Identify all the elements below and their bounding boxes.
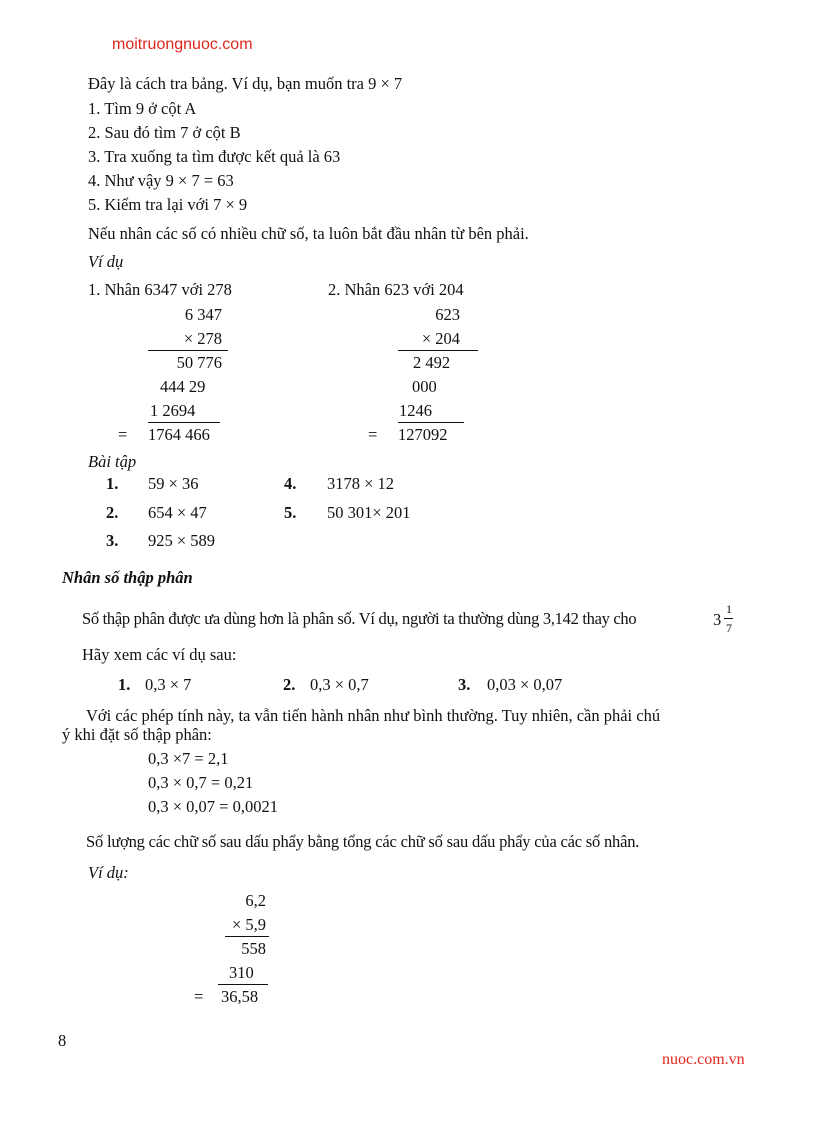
- calc-multiplicand: 6,2: [245, 891, 266, 910]
- multi-digit-note: Nếu nhân các số có nhiều chữ số, ta luôn bắt đầu nhân từ bên phải.: [88, 224, 529, 243]
- decimal-rule: Số lượng các chữ số sau dấu phẩy bằng tổng các chữ số sau dấu phẩy của các số nhân.: [86, 832, 640, 851]
- ex2-partial-3: 1246: [399, 401, 432, 420]
- ex1-equals: =: [118, 425, 128, 444]
- sample-2-number: 2.: [283, 675, 296, 694]
- footer-site-link[interactable]: nuoc.com.vn: [662, 1051, 745, 1068]
- ex2-rule-2: [398, 422, 464, 423]
- intro-line: Đây là cách tra bảng. Ví dụ, bạn muốn tra 9 × 7: [88, 74, 403, 93]
- result-2: 0,3 × 0,7 = 0,21: [148, 773, 254, 792]
- calc-rule-1: [225, 936, 269, 937]
- step-3: 3. Tra xuống ta tìm được kết quả là 63: [88, 147, 341, 166]
- sample-2: 0,3 × 0,7: [310, 675, 369, 694]
- sample-1: 0,3 × 7: [145, 675, 192, 694]
- step-1: 1. Tìm 9 ở cột A: [88, 99, 197, 118]
- exercise-2-number: 2.: [106, 503, 119, 522]
- ex1-multiplicand: 6 347: [184, 305, 222, 324]
- exercise-4: 3178 × 12: [327, 474, 395, 493]
- decimal-para-3-line-1: Với các phép tính này, ta vẫn tiến hành nhân như bình thường. Tuy nhiên, cần phải chú: [86, 706, 661, 725]
- calc-multiplier: × 5,9: [231, 915, 266, 934]
- step-5: 5. Kiểm tra lại với 7 × 9: [88, 195, 248, 214]
- mixed-number-numerator: 1: [726, 602, 732, 616]
- sample-1-number: 1.: [118, 675, 131, 694]
- exercise-3-number: 3.: [106, 531, 119, 550]
- result-3: 0,3 × 0,07 = 0,0021: [148, 797, 278, 816]
- ex2-partial-2: 000: [412, 377, 437, 396]
- decimal-example-label: Ví dụ:: [88, 863, 129, 882]
- decimal-para-3-line-2: ý khi đặt số thập phân:: [62, 725, 212, 744]
- exercise-5: 50 301× 201: [327, 503, 411, 522]
- ex1-partial-3: 1 2694: [150, 401, 196, 420]
- calc-partial-1: 558: [241, 939, 266, 958]
- step-2: 2. Sau đó tìm 7 ở cột B: [88, 123, 241, 142]
- ex2-multiplicand: 623: [435, 305, 460, 324]
- ex2-rule-1: [398, 350, 478, 351]
- exercise-2: 654 × 47: [148, 503, 207, 522]
- example-1-title: 1. Nhân 6347 với 278: [88, 280, 232, 299]
- ex2-result: 127092: [398, 425, 448, 444]
- page-number: 8: [58, 1031, 67, 1050]
- ex2-multiplier: × 204: [421, 329, 460, 348]
- mixed-number-whole: 3: [713, 610, 722, 629]
- exercise-1-number: 1.: [106, 474, 119, 493]
- calc-rule-2: [218, 984, 268, 985]
- calc-partial-2: 310: [229, 963, 254, 982]
- ex2-equals: =: [368, 425, 378, 444]
- ex2-partial-1: 2 492: [413, 353, 451, 372]
- mixed-number-denominator: 7: [726, 621, 732, 635]
- exercise-3: 925 × 589: [148, 531, 216, 550]
- calc-equals: =: [194, 987, 204, 1006]
- exercise-4-number: 4.: [284, 474, 297, 493]
- ex1-rule-2: [148, 422, 220, 423]
- ex1-multiplier: × 278: [183, 329, 222, 348]
- example-2-title: 2. Nhân 623 với 204: [328, 280, 464, 299]
- ex1-rule-1: [148, 350, 228, 351]
- ex1-result: 1764 466: [148, 425, 210, 444]
- example-label: Ví dụ: [88, 252, 124, 271]
- exercise-1: 59 × 36: [148, 474, 199, 493]
- calc-result: 36,58: [221, 987, 259, 1006]
- exercise-5-number: 5.: [284, 503, 297, 522]
- step-4: 4. Như vậy 9 × 7 = 63: [88, 171, 234, 190]
- ex1-partial-2: 444 29: [160, 377, 206, 396]
- decimal-para-2: Hãy xem các ví dụ sau:: [82, 645, 237, 664]
- decimal-heading: Nhân số thập phân: [62, 568, 193, 587]
- sample-3-number: 3.: [458, 675, 471, 694]
- result-1: 0,3 ×7 = 2,1: [148, 749, 229, 768]
- exercises-label: Bài tập: [88, 452, 137, 471]
- decimal-para-1: Số thập phân được ưa dùng hơn là phân số. Ví dụ, người ta thường dùng 3,142 thay cho: [82, 609, 637, 628]
- fraction-bar: [724, 618, 733, 619]
- sample-3: 0,03 × 0,07: [487, 675, 563, 694]
- site-watermark[interactable]: moitruongnuoc.com: [112, 36, 253, 53]
- ex1-partial-1: 50 776: [176, 353, 222, 372]
